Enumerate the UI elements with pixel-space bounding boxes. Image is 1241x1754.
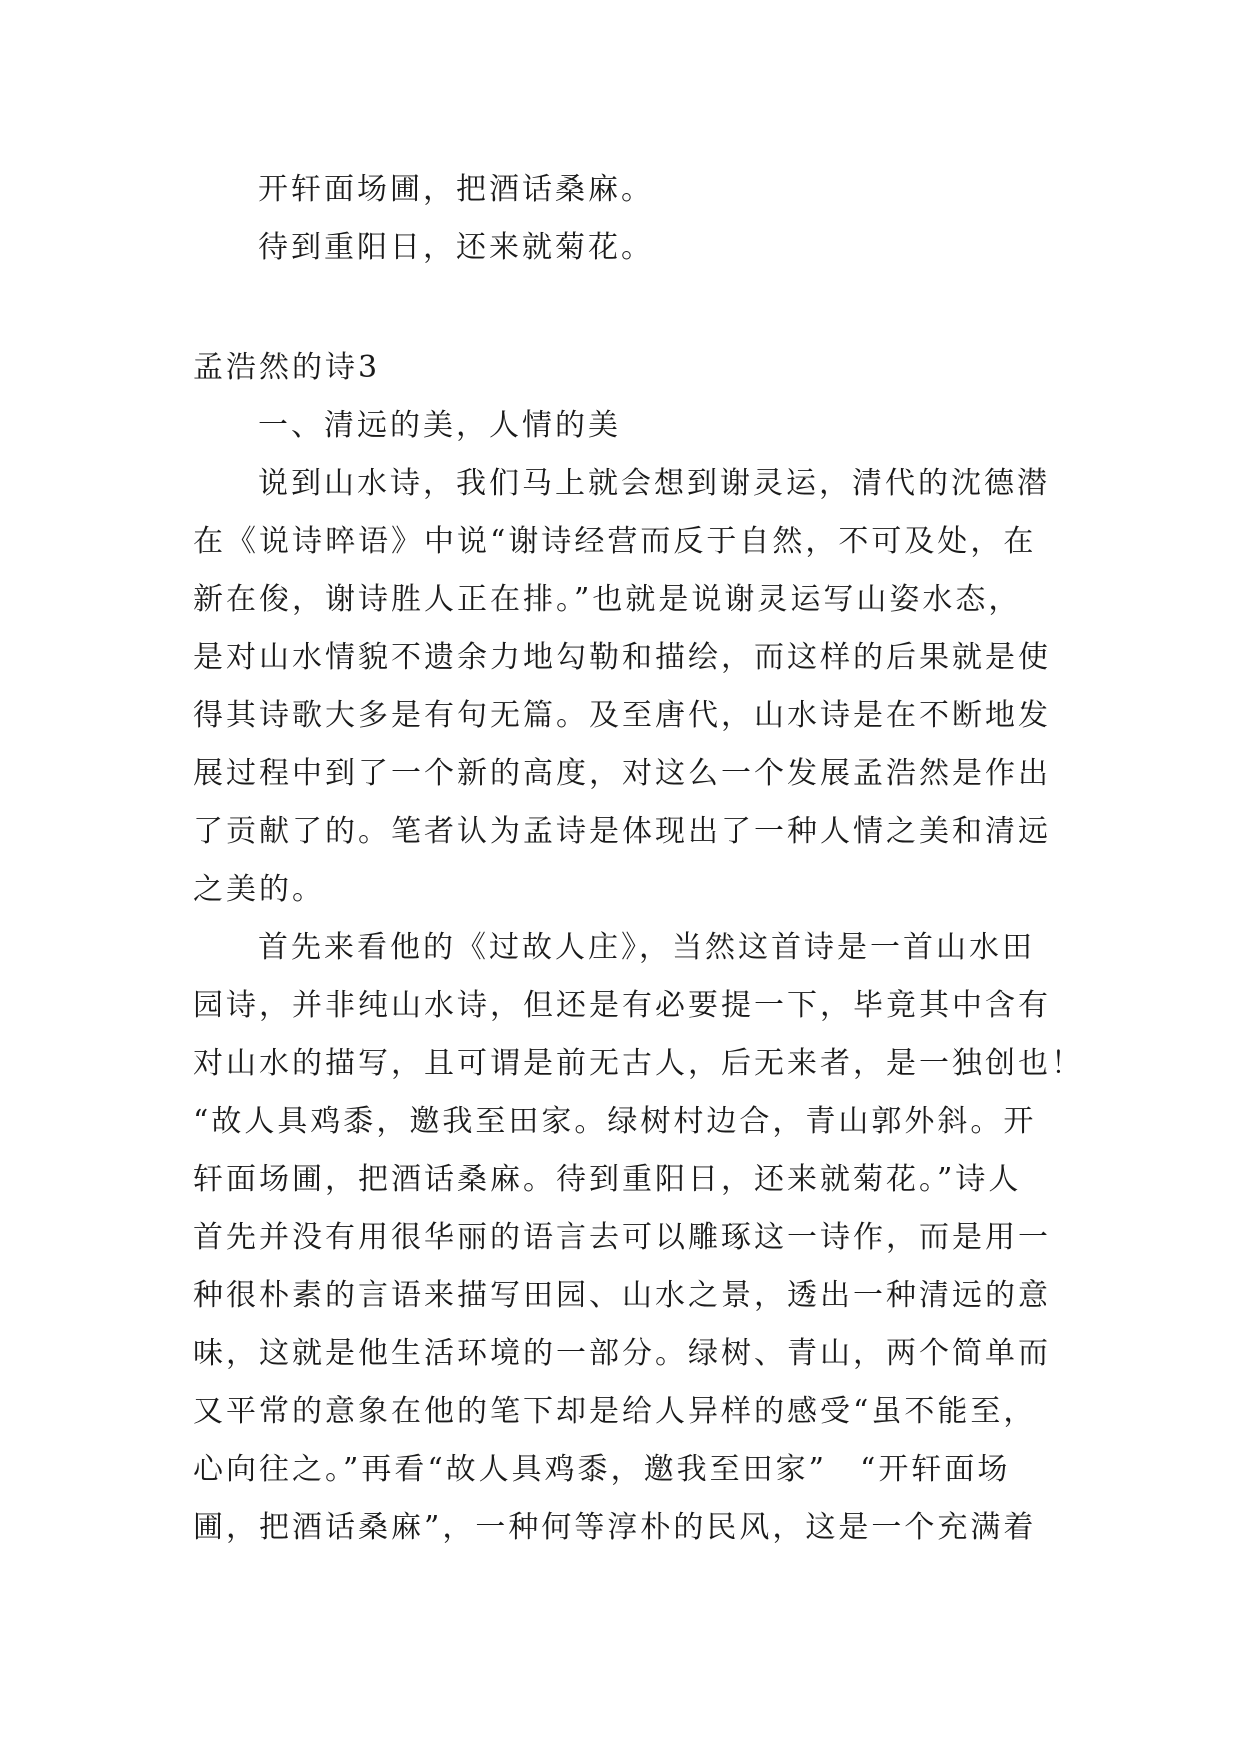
paragraph-line: 了贡献了的。笔者认为孟诗是体现出了一种人情之美和清远 xyxy=(193,814,1051,849)
paragraph-line: 味，这就是他生活环境的一部分。绿树、青山，两个简单而 xyxy=(193,1336,1051,1371)
section-subheading: 一、清远的美，人情的美 xyxy=(258,408,621,443)
paragraph-line: 种很朴素的言语来描写田园、山水之景，透出一种清远的意 xyxy=(193,1278,1051,1313)
section-title: 孟浩然的诗3 xyxy=(193,350,381,385)
verse-line-1: 开轩面场圃，把酒话桑麻。 xyxy=(258,172,654,207)
paragraph-line: 首先并没有用很华丽的语言去可以雕琢这一诗作，而是用一 xyxy=(193,1220,1051,1255)
paragraph-line: 之美的。 xyxy=(193,872,325,907)
paragraph-1 xyxy=(193,455,1051,919)
paragraph-line: 轩面场圃，把酒话桑麻。待到重阳日，还来就菊花。”诗人 xyxy=(193,1162,1022,1197)
paragraph-line: 心向往之。”再看“故人具鸡黍，邀我至田家” “开轩面场 xyxy=(193,1452,1011,1487)
paragraph-line: “故人具鸡黍，邀我至田家。绿树村边合，青山郭外斜。开 xyxy=(193,1104,1037,1139)
paragraph-line: 在《说诗晬语》中说“谢诗经营而反于自然，不可及处，在 xyxy=(193,524,1037,559)
paragraph-2 xyxy=(193,919,1084,1557)
section-block xyxy=(193,339,1084,1557)
paragraph-line: 对山水的描写，且可谓是前无古人，后无来者，是一独创也！ xyxy=(193,1046,1084,1081)
paragraph-line: 圃，把酒话桑麻”，一种何等淳朴的民风，这是一个充满着 xyxy=(193,1510,1037,1545)
paragraph-line: 又平常的意象在他的笔下却是给人异样的感受“虽不能至， xyxy=(193,1394,1037,1429)
paragraph-line: 得其诗歌大多是有句无篇。及至唐代，山水诗是在不断地发 xyxy=(193,698,1051,733)
verse-block xyxy=(193,161,1051,277)
paragraph-line: 说到山水诗，我们马上就会想到谢灵运，清代的沈德潜 xyxy=(258,466,1050,501)
paragraph-line: 首先来看他的《过故人庄》，当然这首诗是一首山水田 xyxy=(258,930,1035,965)
paragraph-line: 是对山水情貌不遗余力地勾勒和描绘，而这样的后果就是使 xyxy=(193,640,1051,675)
paragraph-line: 展过程中到了一个新的高度，对这么一个发展孟浩然是作出 xyxy=(193,756,1051,791)
paragraph-line: 新在俊，谢诗胜人正在排。”也就是说谢灵运写山姿水态， xyxy=(193,582,1022,617)
verse-line-2: 待到重阳日，还来就菊花。 xyxy=(258,230,654,265)
paragraph-line: 园诗，并非纯山水诗，但还是有必要提一下，毕竟其中含有 xyxy=(193,988,1051,1023)
